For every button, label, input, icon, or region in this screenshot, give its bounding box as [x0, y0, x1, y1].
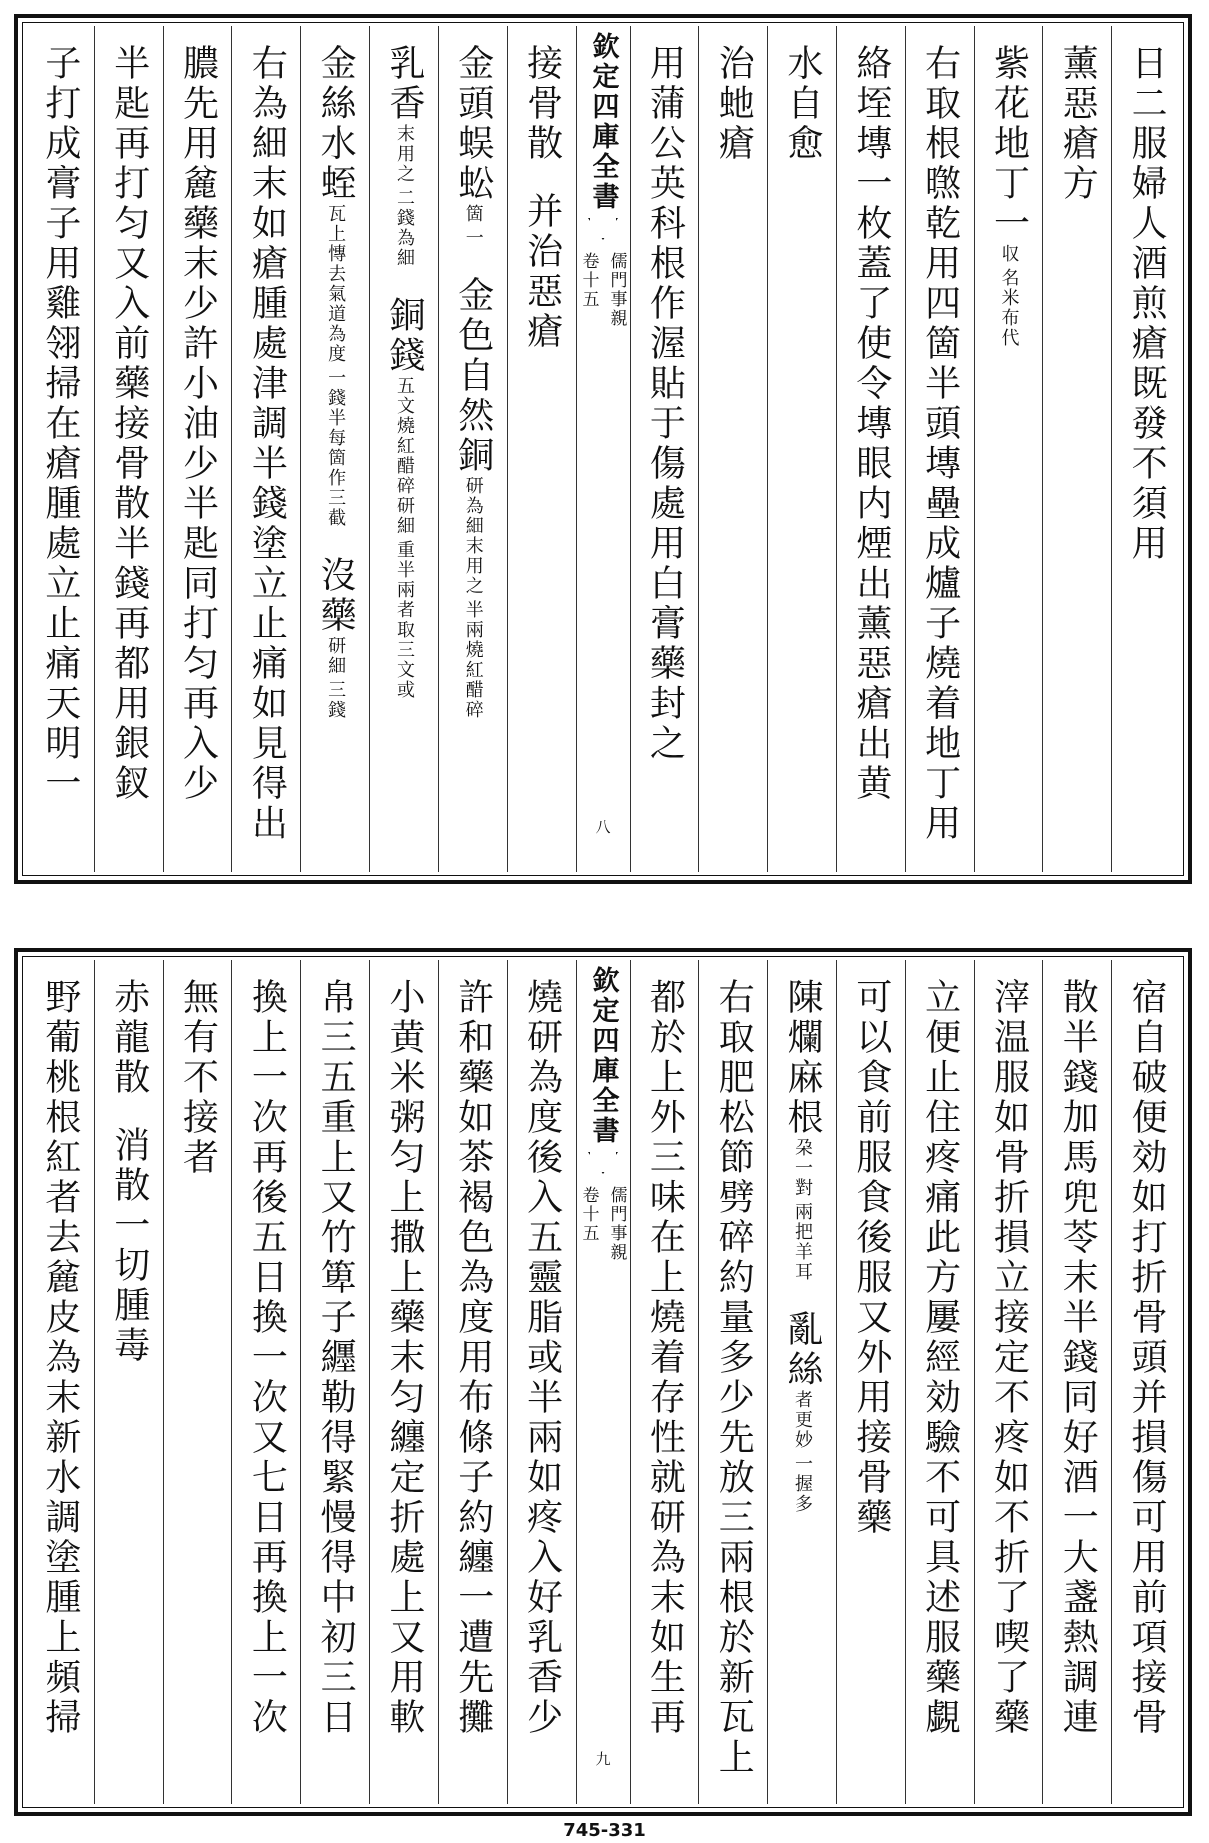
text-column — [369, 26, 438, 872]
column-text — [383, 44, 425, 700]
main-text: 亂絲 — [782, 1310, 824, 1390]
work-title: 儒門事親 — [606, 252, 627, 328]
annotation-line: 三錢 — [325, 680, 347, 720]
text-column — [438, 960, 507, 1804]
text-column — [438, 26, 507, 872]
column-text — [108, 978, 150, 1366]
main-text: 赤龍散 — [108, 978, 150, 1098]
page-footer-code: 745-331 — [563, 1820, 646, 1841]
annotation — [464, 204, 482, 248]
text-column — [1042, 26, 1111, 872]
fish-tail-mark — [586, 216, 620, 242]
main-text: 消散一切腫毒 — [108, 1126, 150, 1366]
main-text: 金色自然銅 — [452, 276, 494, 476]
text-column — [231, 26, 300, 872]
column-text — [988, 978, 1030, 1738]
folio-number: 八 — [593, 819, 612, 834]
column-text — [452, 978, 494, 1738]
annotation — [792, 1390, 814, 1514]
main-text: 宿自破便効如打折骨頭并損傷可用前項接骨 — [1126, 978, 1168, 1738]
column-text — [452, 44, 494, 720]
text-column — [905, 960, 974, 1804]
text-column — [300, 960, 369, 1804]
text-column — [698, 26, 767, 872]
annotation-line: 一 — [462, 228, 484, 248]
book-title: 欽定四庫全書 — [587, 32, 619, 212]
column-text — [644, 44, 686, 764]
text-column — [94, 26, 163, 872]
column-text — [713, 978, 755, 1778]
column-text — [850, 44, 892, 804]
main-text: 散半錢加馬兜苓末半錢同好酒一大盞熱調連 — [1057, 978, 1099, 1738]
column-text — [246, 978, 288, 1738]
main-text: 銅錢 — [383, 296, 425, 376]
upper-page-columns — [26, 26, 1180, 872]
annotation-line: 半兩燒紅醋碎 — [462, 600, 484, 720]
lower-page — [14, 948, 1192, 1816]
annotation-line: 二錢為細 — [393, 188, 415, 268]
column-text — [246, 44, 288, 844]
main-text: 治虵瘡 — [713, 44, 755, 164]
main-text: 用蒲公英科根作渥貼于傷處用白膏藥封之 — [644, 44, 686, 764]
text-column — [507, 26, 576, 872]
column-text — [177, 978, 219, 1178]
text-column — [26, 26, 94, 872]
text-column — [630, 960, 699, 1804]
volume-number: 卷十五 — [578, 1186, 599, 1243]
column-text — [315, 44, 357, 720]
column-text — [644, 978, 686, 1738]
text-column — [767, 960, 836, 1804]
column-text — [1057, 44, 1099, 204]
main-text: 薰惡瘡方 — [1057, 44, 1099, 204]
folio-number: 九 — [593, 1751, 612, 1766]
column-text — [108, 44, 150, 804]
text-column — [300, 26, 369, 872]
main-text: 金頭蜈蚣 — [452, 44, 494, 204]
annotation-line: 五文燒紅醋碎研細 — [393, 376, 415, 536]
main-text: 燒研為度後入五靈脂或半兩如疼入好乳香少 — [521, 978, 563, 1738]
column-text — [39, 978, 81, 1738]
column-text — [1126, 978, 1168, 1738]
text-column — [1111, 26, 1180, 872]
column-text — [850, 978, 892, 1538]
column-text — [521, 978, 563, 1738]
annotation-line: 者更妙 — [792, 1390, 814, 1450]
text-column — [94, 960, 163, 1804]
annotation-line: 箇 — [462, 204, 484, 224]
annotation-line: 一握多 — [792, 1454, 814, 1514]
main-text: 并治惡瘡 — [521, 192, 563, 352]
main-text: 右取根㬠乾用四箇半頭塼壘成爐子燒着地丁用 — [919, 44, 961, 844]
annotation — [325, 636, 347, 720]
column-text — [39, 44, 81, 804]
running-header — [576, 960, 630, 1804]
text-column — [26, 960, 94, 1804]
text-column — [630, 26, 699, 872]
annotation-line: 収 — [998, 244, 1020, 264]
text-column — [163, 26, 232, 872]
main-text: 右取肥松節劈碎約量多少先放三兩根於新瓦上 — [713, 978, 755, 1778]
column-text — [919, 44, 961, 844]
text-column — [163, 960, 232, 1804]
text-column — [231, 960, 300, 1804]
main-text: 小黄米粥匀上撒上藥末匀纏定折處上又用軟 — [383, 978, 425, 1738]
annotation — [464, 476, 482, 720]
main-text: 日二服婦人酒煎瘡既發不須用 — [1126, 44, 1168, 564]
main-text: 子打成膏子用雞翎掃在瘡腫處立止痛天明一 — [39, 44, 81, 804]
main-text: 無有不接者 — [177, 978, 219, 1178]
column-text — [988, 44, 1030, 348]
main-text: 立便止住疼痛此方屢經効驗不可具述服藥覷 — [919, 978, 961, 1738]
annotation-line: 末用之 — [393, 124, 415, 184]
text-column — [767, 26, 836, 872]
main-text: 滓温服如骨折損立接定不疼如不折了喫了藥 — [988, 978, 1030, 1738]
column-text — [1126, 44, 1168, 564]
column-text — [521, 44, 563, 352]
upper-page — [14, 14, 1192, 884]
annotation-line: 重半兩者取三文或 — [393, 540, 415, 700]
main-text: 換上一次再後五日換一次又七日再換上一次 — [246, 978, 288, 1738]
text-column — [836, 26, 905, 872]
text-column — [507, 960, 576, 1804]
text-column — [836, 960, 905, 1804]
volume-number: 卷十五 — [578, 252, 599, 309]
main-text: 膿先用麄藥末少許小油少半匙同打匀再入少 — [177, 44, 219, 804]
header-meta — [577, 252, 630, 328]
text-column — [974, 26, 1043, 872]
column-text — [315, 978, 357, 1738]
annotation-line: 研為細末用之 — [462, 476, 484, 596]
text-column — [974, 960, 1043, 1804]
text-column — [369, 960, 438, 1804]
column-text — [713, 44, 755, 164]
book-title: 欽定四庫全書 — [587, 966, 619, 1146]
annotation-line: 名米布代 — [998, 268, 1020, 348]
column-text — [1057, 978, 1099, 1738]
text-column — [698, 960, 767, 1804]
annotation-line: 瓦上慱去氣道為度 — [325, 204, 347, 364]
main-text: 水自愈 — [782, 44, 824, 164]
fish-tail-mark — [586, 1150, 620, 1176]
main-text: 可以食前服食後服又外用接骨藥 — [850, 978, 892, 1538]
header-meta — [577, 1186, 630, 1262]
column-text — [919, 978, 961, 1738]
main-text: 陳爛麻根 — [782, 978, 824, 1138]
main-text: 都於上外三味在上燒着存性就研為末如生再 — [644, 978, 686, 1738]
lower-page-columns — [26, 960, 1180, 1804]
main-text: 乳香 — [383, 44, 425, 124]
main-text: 紫花地丁一 — [988, 44, 1030, 244]
annotation — [395, 376, 413, 700]
main-text: 許和藥如茶褐色為度用布條子約纏一遭先攤 — [452, 978, 494, 1738]
annotation — [325, 204, 347, 528]
main-text: 絡垤塼一枚蓋了使令塼眼内煙出薰惡瘡出黄 — [850, 44, 892, 804]
main-text: 右為細末如瘡腫處津調半錢塗立止痛如見得出 — [246, 44, 288, 844]
main-text: 接骨散 — [521, 44, 563, 164]
column-text — [383, 978, 425, 1738]
annotation-line: 一錢半每箇作三截 — [325, 368, 347, 528]
annotation — [998, 244, 1020, 348]
running-header — [576, 26, 630, 872]
annotation-line: 兩把羊耳 — [792, 1202, 814, 1282]
main-text: 野葡桃根紅者去麄皮為末新水調塗腫上頻掃 — [39, 978, 81, 1738]
annotation-line: 朶一對 — [792, 1138, 814, 1198]
text-column — [1111, 960, 1180, 1804]
column-text — [177, 44, 219, 804]
annotation — [792, 1138, 814, 1282]
text-column — [905, 26, 974, 872]
main-text: 帛三五重上又竹箄子纒勒得緊慢得中初三日 — [315, 978, 357, 1738]
main-text: 沒藥 — [315, 556, 357, 636]
column-text — [782, 44, 824, 164]
annotation — [395, 124, 413, 268]
main-text: 半匙再打匀又入前藥接骨散半錢再都用銀釵 — [108, 44, 150, 804]
text-column — [1042, 960, 1111, 1804]
column-text — [782, 978, 824, 1514]
work-title: 儒門事親 — [606, 1186, 627, 1262]
main-text: 金絲水蛭 — [315, 44, 357, 204]
annotation-line: 研細 — [325, 636, 347, 676]
